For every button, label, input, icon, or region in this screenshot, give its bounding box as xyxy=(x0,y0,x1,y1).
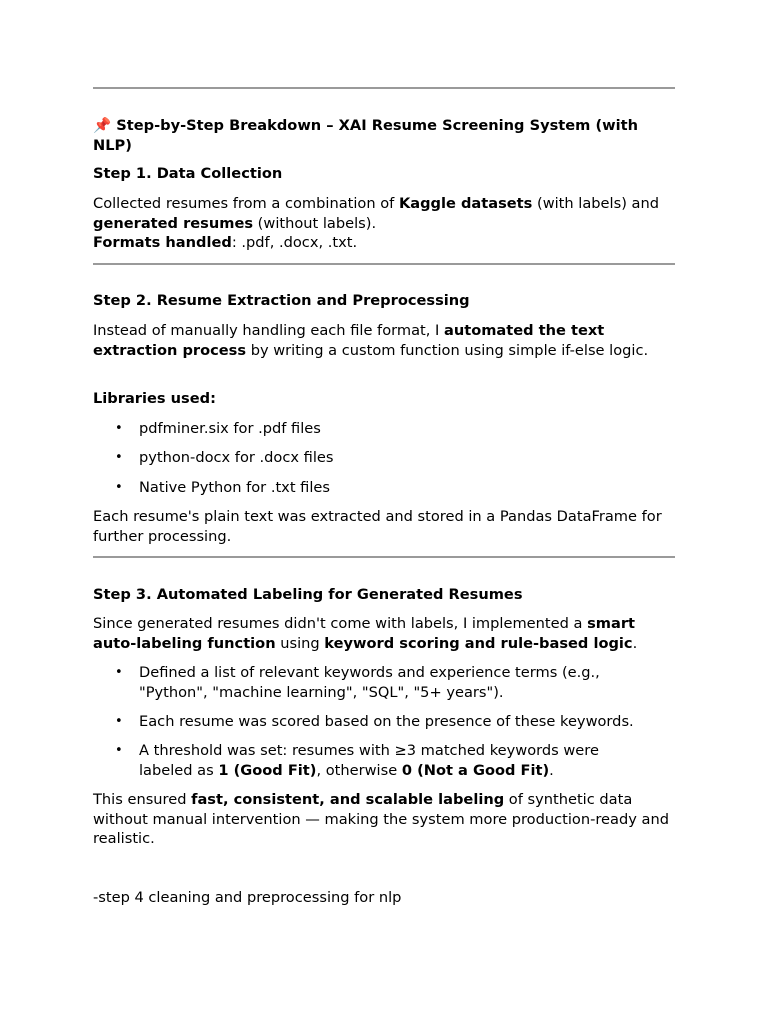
step1-paragraph: Collected resumes from a combination of Kaggle datasets (with labels) and generated resumes (without labels). xyxy=(93,195,659,232)
divider xyxy=(93,556,675,558)
bullet-icon: • xyxy=(115,421,123,436)
pin-icon: 📌 xyxy=(93,117,112,134)
bullet-icon: • xyxy=(115,665,123,680)
list-item: Defined a list of relevant keywords and experience terms (e.g., "Python", "machine learning", "SQL", "5+ years"). xyxy=(139,664,600,701)
divider xyxy=(93,87,675,89)
bullet-icon: • xyxy=(115,743,123,758)
step3-heading: Step 3. Automated Labeling for Generated Resumes xyxy=(93,586,523,603)
list-item: Native Python for .txt files xyxy=(139,479,331,496)
list-item: pdfminer.six for .pdf files xyxy=(139,420,321,437)
doc-title: 📌 Step-by-Step Breakdown – XAI Resume Screening System (with NLP) xyxy=(93,117,638,154)
list-item: Each resume was scored based on the presence of these keywords. xyxy=(139,713,634,730)
step2-closing-paragraph: Each resume's plain text was extracted and stored in a Pandas DataFrame for further processing. xyxy=(93,508,662,545)
formats-handled: Formats handled: .pdf, .docx, .txt. xyxy=(93,234,358,251)
bullet-icon: • xyxy=(115,714,123,729)
list-item: A threshold was set: resumes with ≥3 matched keywords were labeled as 1 (Good Fit), otherwise 0 (Not a Good Fit). xyxy=(139,742,599,779)
bullet-icon: • xyxy=(115,450,123,465)
step1-heading: Step 1. Data Collection xyxy=(93,165,283,182)
libraries-heading: Libraries used: xyxy=(93,390,216,407)
list-item: python-docx for .docx files xyxy=(139,449,334,466)
divider xyxy=(93,263,675,265)
step3-paragraph: Since generated resumes didn't come with labels, I implemented a smart auto-labeling function using keyword scoring and rule-based logic. xyxy=(93,615,638,652)
step4-text: -step 4 cleaning and preprocessing for nlp xyxy=(93,889,402,906)
bullet-icon: • xyxy=(115,480,123,495)
step2-paragraph: Instead of manually handling each file format, I automated the text extraction process by writing a custom function using simple if-else logic. xyxy=(93,322,649,359)
step3-closing-paragraph: This ensured fast, consistent, and scalable labeling of synthetic data without manual intervention — making the system more production-ready and realistic. xyxy=(93,791,669,847)
step2-heading: Step 2. Resume Extraction and Preprocessing xyxy=(93,292,470,309)
